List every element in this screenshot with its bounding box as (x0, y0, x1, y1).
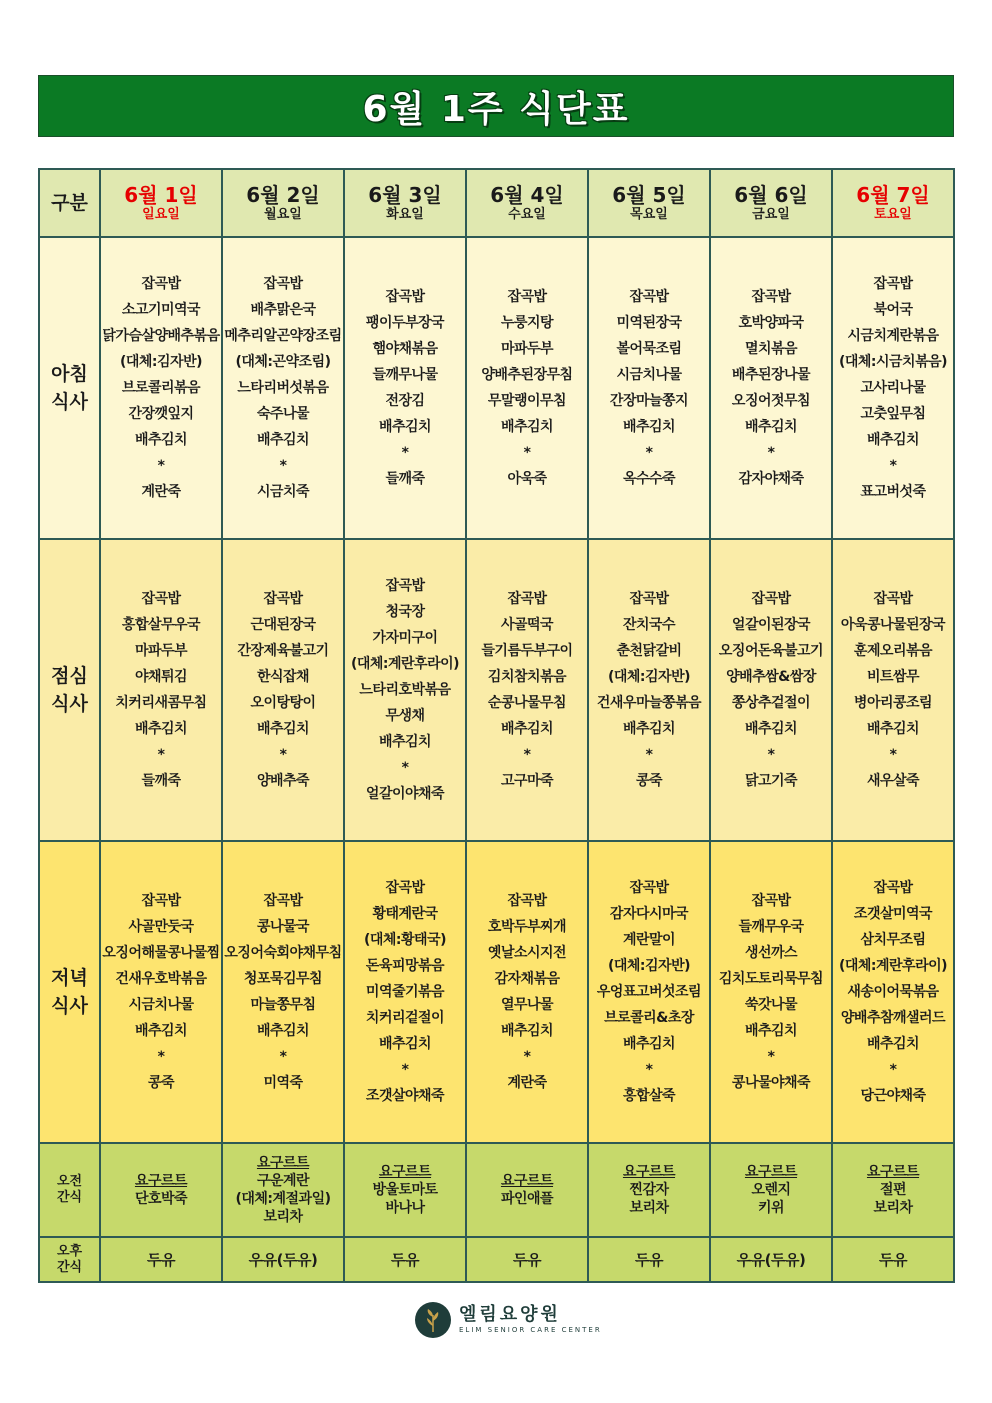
snack-item: 방울토마토 (372, 1182, 438, 1198)
day-date: 6월 2일 (246, 183, 320, 207)
menu-item: 춘천닭갈비 (616, 643, 682, 659)
menu-item: 양배추된장무침 (481, 367, 573, 383)
snack-item: 요구르트 (378, 1164, 432, 1180)
menu-item: (대체:김자반) (607, 669, 690, 685)
menu-item: * (889, 458, 897, 474)
menu-item: * (401, 760, 409, 776)
snack-item: 두유 (391, 1250, 419, 1269)
menu-item: 배추김치 (500, 1023, 554, 1039)
breakfast-menu-cell (710, 237, 832, 539)
menu-item: 무말랭이무침 (487, 393, 567, 409)
menu-item: 건새우호박볶음 (115, 971, 207, 987)
lunch-menu-cell (100, 539, 222, 841)
menu-item: 브로콜리&초장 (604, 1010, 694, 1026)
dinner-menu-cell (344, 841, 466, 1143)
day-weekday: 일요일 (142, 207, 180, 222)
pm-snack-cell (344, 1237, 466, 1282)
snack-item: 우유(두유) (248, 1250, 318, 1269)
am-snack-row (39, 1143, 954, 1237)
row-label: 간식 (56, 1259, 83, 1275)
menu-item: 옛날소시지전 (487, 945, 567, 961)
breakfast-menu-cell (222, 237, 344, 539)
menu-item: 소고기미역국 (121, 302, 201, 318)
menu-item: 황태계란국 (372, 906, 438, 922)
menu-item: 호박양파국 (738, 315, 804, 331)
menu-item: 표고버섯죽 (860, 484, 926, 500)
snack-item: 보리차 (263, 1209, 303, 1225)
menu-item: (대체:김자반) (119, 354, 202, 370)
menu-item: 배추김치 (744, 419, 798, 435)
row-label: 저녁 (51, 967, 88, 989)
menu-item: 오징어해물콩나물찜 (102, 945, 220, 961)
menu-item: 얼갈이된장국 (731, 617, 811, 633)
menu-item: 햄야채볶음 (372, 341, 438, 357)
snack-item: 바나나 (385, 1200, 425, 1216)
breakfast-menu-cell (466, 237, 588, 539)
row-label-cell (39, 237, 100, 539)
menu-item: 청포묵김무침 (243, 971, 323, 987)
menu-item: 고춧잎무침 (860, 406, 926, 422)
header-row (39, 169, 954, 237)
snack-item: 요구르트 (500, 1173, 554, 1189)
menu-item: 양배추죽 (256, 773, 310, 789)
menu-item: 치커리겉절이 (365, 1010, 445, 1026)
menu-item: 마파두부 (500, 341, 554, 357)
menu-item: 잡곡밥 (141, 893, 181, 909)
snack-item: 키위 (757, 1200, 785, 1216)
menu-item: 잡곡밥 (873, 591, 913, 607)
day-header-6 (710, 169, 832, 237)
menu-item: 훈제오리볶음 (853, 643, 933, 659)
menu-item: 콩나물국 (256, 919, 310, 935)
menu-item: * (645, 1062, 653, 1078)
menu-item: 얼갈이야채죽 (365, 786, 445, 802)
menu-item: 아욱죽 (507, 471, 547, 487)
menu-item: 김치참치볶음 (487, 669, 567, 685)
menu-item: 우엉표고버섯조림 (596, 984, 702, 1000)
menu-item: 콩죽 (635, 773, 663, 789)
menu-item: 당근야채죽 (860, 1088, 926, 1104)
row-label: 오전 (56, 1174, 83, 1189)
dinner-menu-cell (222, 841, 344, 1143)
logo-name-ko: 엘림요양원 (459, 1304, 561, 1325)
menu-item: * (523, 747, 531, 763)
menu-item: * (157, 1049, 165, 1065)
menu-item: 잡곡밥 (751, 893, 791, 909)
menu-item: 시금치죽 (256, 484, 310, 500)
menu-item: 배추김치 (134, 721, 188, 737)
menu-item: 배추김치 (256, 1023, 310, 1039)
am-snack-cell (344, 1143, 466, 1237)
menu-item: 들깨무우국 (738, 919, 804, 935)
row-label-cell (39, 1143, 100, 1237)
menu-item: 배추맑은국 (250, 302, 316, 318)
pm-snack-cell (832, 1237, 954, 1282)
menu-item: 근대된장국 (250, 617, 316, 633)
menu-item: 멸치볶음 (744, 341, 798, 357)
menu-item: 마파두부 (134, 643, 188, 659)
snack-item: 절편 (879, 1182, 907, 1198)
snack-item: 요구르트 (866, 1164, 920, 1180)
menu-item: 생선까스 (744, 945, 798, 961)
menu-item: 쫑상추겉절이 (731, 695, 811, 711)
menu-item: 잡곡밥 (751, 289, 791, 305)
menu-item: 청국장 (385, 604, 425, 620)
snack-item: 구운계란 (256, 1173, 310, 1189)
menu-item: 잡곡밥 (629, 289, 669, 305)
menu-item: * (279, 747, 287, 763)
header-label-cell (39, 169, 100, 237)
menu-item: 배추김치 (500, 721, 554, 737)
menu-item: 돈육피망볶음 (365, 958, 445, 974)
menu-item: 볼어묵조림 (616, 341, 682, 357)
row-label: 간식 (56, 1190, 83, 1205)
menu-item: 느타리호박볶음 (359, 682, 451, 698)
menu-item: 사골만둣국 (128, 919, 194, 935)
menu-item: (대체:계란후라이) (838, 958, 948, 974)
snack-item: 요구르트 (622, 1164, 676, 1180)
menu-item: 홍합살무우국 (121, 617, 201, 633)
row-label: 점심 (51, 665, 88, 687)
menu-item: 미역죽 (263, 1075, 303, 1091)
lunch-menu-cell (832, 539, 954, 841)
menu-item: 배추김치 (134, 1023, 188, 1039)
menu-item: * (889, 747, 897, 763)
menu-item: 새송이어묵볶음 (847, 984, 939, 1000)
snack-item: 요구르트 (744, 1164, 798, 1180)
menu-item: 마늘쫑무침 (250, 997, 316, 1013)
menu-item: 잡곡밥 (507, 893, 547, 909)
row-label-cell (39, 1237, 100, 1282)
menu-item: 계란말이 (622, 932, 676, 948)
menu-item: * (401, 445, 409, 461)
row-label: 식사 (51, 693, 88, 715)
menu-item: * (523, 1049, 531, 1065)
breakfast-row (39, 237, 954, 539)
am-snack-cell (466, 1143, 588, 1237)
menu-item: 잡곡밥 (385, 880, 425, 896)
am-snack-cell (832, 1143, 954, 1237)
menu-item: (대체:김자반) (607, 958, 690, 974)
breakfast-menu-cell (832, 237, 954, 539)
menu-item: 오이탕탕이 (250, 695, 316, 711)
menu-item: 배추김치 (744, 721, 798, 737)
menu-item: 계란죽 (141, 484, 181, 500)
menu-item: 치커리새콤무침 (115, 695, 207, 711)
dinner-menu-cell (832, 841, 954, 1143)
day-header-3 (344, 169, 466, 237)
snack-item: 보리차 (873, 1200, 913, 1216)
menu-item: * (645, 445, 653, 461)
menu-item: 조갯살야채죽 (365, 1088, 445, 1104)
am-snack-cell (100, 1143, 222, 1237)
menu-item: 잡곡밥 (629, 880, 669, 896)
row-label-cell (39, 539, 100, 841)
dinner-row (39, 841, 954, 1143)
menu-item: 오징어숙회야채무침 (224, 945, 342, 961)
menu-item: 배추김치 (500, 419, 554, 435)
menu-item: 배추김치 (622, 419, 676, 435)
day-header-7 (832, 169, 954, 237)
menu-item: 감자채볶음 (494, 971, 560, 987)
lunch-menu-cell (710, 539, 832, 841)
menu-item: 고구마죽 (500, 773, 554, 789)
snack-item: 오렌지 (751, 1182, 791, 1198)
dinner-menu-cell (588, 841, 710, 1143)
menu-item: 들깨죽 (141, 773, 181, 789)
menu-item: 양배추쌈&쌈장 (726, 669, 816, 685)
row-label: 식사 (51, 391, 88, 413)
menu-item: 양배추참깨샐러드 (840, 1010, 946, 1026)
pm-snack-cell (710, 1237, 832, 1282)
snack-item: 우유(두유) (736, 1250, 806, 1269)
menu-item: 들기름두부구이 (481, 643, 573, 659)
day-header-4 (466, 169, 588, 237)
menu-item: 간장깻잎지 (128, 406, 194, 422)
menu-item: 미역된장국 (616, 315, 682, 331)
menu-item: 고사리나물 (860, 380, 926, 396)
snack-item: 두유 (635, 1250, 663, 1269)
row-label-cell (39, 841, 100, 1143)
pm-snack-row (39, 1237, 954, 1282)
title-bar (38, 75, 954, 137)
menu-item: 잡곡밥 (263, 893, 303, 909)
menu-item: 잡곡밥 (263, 591, 303, 607)
day-date: 6월 1일 (124, 183, 198, 207)
menu-item: (대체:황태국) (363, 932, 446, 948)
breakfast-menu-cell (100, 237, 222, 539)
menu-item: * (767, 445, 775, 461)
menu-item: 잡곡밥 (141, 276, 181, 292)
snack-item: 두유 (513, 1250, 541, 1269)
lunch-menu-cell (466, 539, 588, 841)
menu-item: 순콩나물무침 (487, 695, 567, 711)
menu-item: 무생채 (385, 708, 425, 724)
menu-item: 배추김치 (622, 721, 676, 737)
menu-item: 건새우마늘쫑볶음 (596, 695, 702, 711)
menu-item: 누룽지탕 (500, 315, 554, 331)
am-snack-cell (710, 1143, 832, 1237)
menu-item: * (523, 445, 531, 461)
menu-item: 잡곡밥 (263, 276, 303, 292)
menu-item: 시금치나물 (616, 367, 682, 383)
day-weekday: 수요일 (508, 207, 546, 222)
menu-item: 잡곡밥 (629, 591, 669, 607)
snack-item: 요구르트 (256, 1155, 310, 1171)
snack-item: 두유 (147, 1250, 175, 1269)
page-title: 6월 1주 식단표 (362, 88, 630, 130)
menu-item: * (157, 458, 165, 474)
day-header-2 (222, 169, 344, 237)
menu-item: 잡곡밥 (507, 289, 547, 305)
menu-item: 닭고기죽 (744, 773, 798, 789)
day-date: 6월 6일 (734, 183, 808, 207)
dinner-menu-cell (710, 841, 832, 1143)
menu-item: 숙주나물 (256, 406, 310, 422)
lunch-menu-cell (222, 539, 344, 841)
am-snack-cell (222, 1143, 344, 1237)
menu-item: 콩나물야채죽 (731, 1075, 811, 1091)
day-date: 6월 4일 (490, 183, 564, 207)
menu-item: 배추김치 (256, 432, 310, 448)
menu-item: * (767, 747, 775, 763)
dinner-menu-cell (100, 841, 222, 1143)
menu-item: (대체:곤약조림) (235, 354, 331, 370)
menu-item: 비트쌈무 (866, 669, 920, 685)
logo-name-en: ELIM SENIOR CARE CENTER (459, 1326, 602, 1334)
day-date: 6월 7일 (856, 183, 930, 207)
day-weekday: 월요일 (264, 207, 302, 222)
header-label: 구분 (51, 192, 88, 214)
menu-item: 계란죽 (507, 1075, 547, 1091)
menu-item: (대체:계란후라이) (350, 656, 460, 672)
leaf-icon (415, 1302, 451, 1338)
menu-item: (대체:시금치볶음) (838, 354, 948, 370)
menu-item: 배추김치 (378, 734, 432, 750)
menu-item: 배추김치 (378, 419, 432, 435)
snack-item: 요구르트 (134, 1173, 188, 1189)
menu-item: 배추김치 (622, 1036, 676, 1052)
snack-item: 두유 (879, 1250, 907, 1269)
menu-item: 한식잡채 (256, 669, 310, 685)
menu-item: 들깨죽 (385, 471, 425, 487)
menu-item: 삼치무조림 (860, 932, 926, 948)
pm-snack-cell (100, 1237, 222, 1282)
menu-item: 쑥갓나물 (744, 997, 798, 1013)
day-header-1 (100, 169, 222, 237)
menu-item: * (279, 458, 287, 474)
day-weekday: 목요일 (630, 207, 668, 222)
menu-item: 미역줄기볶음 (365, 984, 445, 1000)
menu-item: 시금치나물 (128, 997, 194, 1013)
lunch-menu-cell (588, 539, 710, 841)
menu-item: 전장김 (385, 393, 425, 409)
snack-item: (대체:계절과일) (235, 1191, 331, 1207)
menu-item: 감자야채죽 (738, 471, 804, 487)
lunch-menu-cell (344, 539, 466, 841)
snack-item: 찐감자 (629, 1182, 669, 1198)
am-snack-cell (588, 1143, 710, 1237)
menu-item: 배추김치 (866, 1036, 920, 1052)
row-label: 식사 (51, 995, 88, 1017)
menu-item: * (279, 1049, 287, 1065)
menu-item: 잡곡밥 (385, 578, 425, 594)
menu-item: 잡곡밥 (873, 880, 913, 896)
menu-item: 옥수수죽 (622, 471, 676, 487)
menu-item: 잡곡밥 (873, 276, 913, 292)
menu-item: 배추김치 (866, 432, 920, 448)
logo (415, 1300, 602, 1340)
menu-item: 잡곡밥 (507, 591, 547, 607)
menu-item: * (401, 1062, 409, 1078)
menu-item: 새우살죽 (866, 773, 920, 789)
day-date: 6월 5일 (612, 183, 686, 207)
menu-item: 간장마늘쫑지 (609, 393, 689, 409)
menu-item: 야채튀김 (134, 669, 188, 685)
menu-item: 배추김치 (866, 721, 920, 737)
menu-item: * (889, 1062, 897, 1078)
pm-snack-cell (588, 1237, 710, 1282)
menu-item: 북어국 (873, 302, 913, 318)
day-weekday: 화요일 (386, 207, 424, 222)
day-weekday: 토요일 (874, 207, 912, 222)
menu-table (38, 168, 955, 1283)
menu-item: 아욱콩나물된장국 (840, 617, 946, 633)
day-weekday: 금요일 (752, 207, 790, 222)
snack-item: 보리차 (629, 1200, 669, 1216)
menu-item: 메추리알곤약장조림 (224, 328, 342, 344)
menu-item: 감자다시마국 (609, 906, 689, 922)
menu-item: 잡곡밥 (141, 591, 181, 607)
menu-item: * (157, 747, 165, 763)
pm-snack-cell (222, 1237, 344, 1282)
pm-snack-cell (466, 1237, 588, 1282)
menu-item: 닭가슴살양배추볶음 (102, 328, 220, 344)
dinner-menu-cell (466, 841, 588, 1143)
menu-item: 느타리버섯볶음 (237, 380, 329, 396)
menu-item: 병아리콩조림 (853, 695, 933, 711)
menu-item: 들깨무나물 (372, 367, 438, 383)
snack-item: 파인애플 (500, 1191, 554, 1207)
menu-item: 배추김치 (256, 721, 310, 737)
menu-item: 가자미구이 (372, 630, 438, 646)
day-date: 6월 3일 (368, 183, 442, 207)
menu-item: 오징어젓무침 (731, 393, 811, 409)
menu-item: 잡곡밥 (751, 591, 791, 607)
lunch-row (39, 539, 954, 841)
menu-item: 콩죽 (147, 1075, 175, 1091)
menu-item: 배추김치 (744, 1023, 798, 1039)
menu-item: 배추김치 (378, 1036, 432, 1052)
breakfast-menu-cell (344, 237, 466, 539)
menu-item: 김치도토리묵무침 (718, 971, 824, 987)
row-label: 오후 (56, 1243, 83, 1259)
menu-item: 조갯살미역국 (853, 906, 933, 922)
breakfast-menu-cell (588, 237, 710, 539)
menu-item: 오징어돈육불고기 (718, 643, 824, 659)
menu-item: * (767, 1049, 775, 1065)
menu-item: 배추된장나물 (731, 367, 811, 383)
snack-item: 단호박죽 (134, 1191, 188, 1207)
menu-item: 배추김치 (134, 432, 188, 448)
day-header-5 (588, 169, 710, 237)
menu-item: 잔치국수 (622, 617, 676, 633)
menu-item: 홍합살죽 (622, 1088, 676, 1104)
menu-item: 사골떡국 (500, 617, 554, 633)
menu-item: 간장제육불고기 (237, 643, 329, 659)
menu-item: 호박두부찌개 (487, 919, 567, 935)
menu-item: * (645, 747, 653, 763)
menu-item: 열무나물 (500, 997, 554, 1013)
row-label: 아침 (51, 363, 88, 385)
menu-item: 브로콜리볶음 (121, 380, 201, 396)
menu-item: 시금치계란볶음 (847, 328, 939, 344)
menu-item: 팽이두부장국 (365, 315, 445, 331)
menu-item: 잡곡밥 (385, 289, 425, 305)
